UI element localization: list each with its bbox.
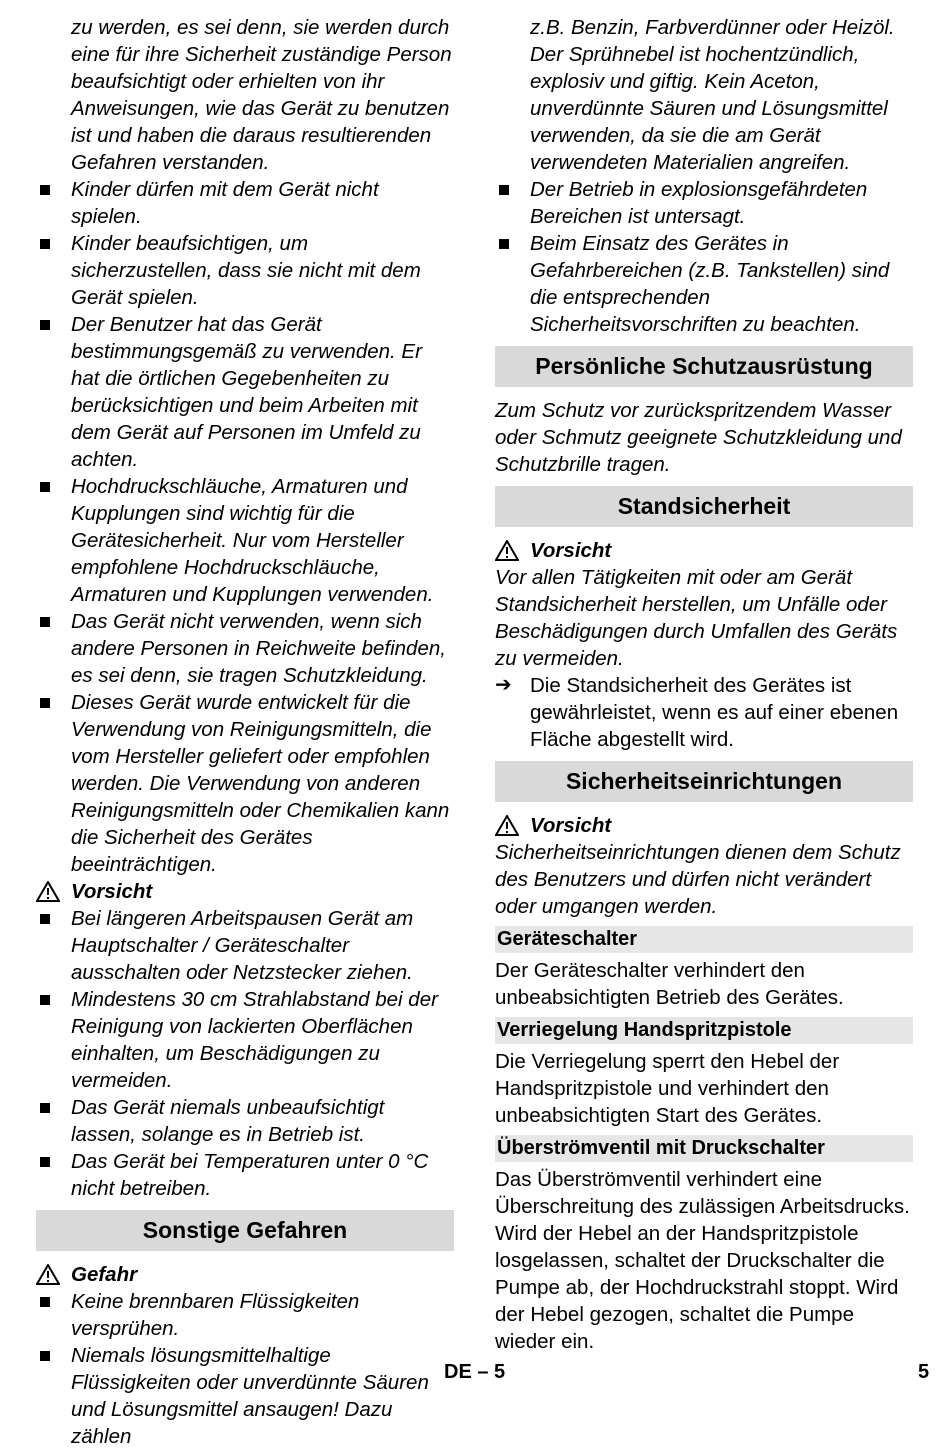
result-item: ➔ Die Standsicherheit des Gerätes ist gewährleistet, wenn es auf einer ebenen Fläche abgestellt wird. xyxy=(495,674,899,751)
bullet-icon xyxy=(40,995,50,1005)
section-heading-stability: Standsicherheit xyxy=(495,486,913,527)
list-item: Kinder dürfen mit dem Gerät nicht spielen. xyxy=(36,176,454,230)
intro-paragraph: z.B. Benzin, Farbverdünner oder Heizöl. Der Sprühnebel ist hochentzündlich, explosiv und giftig. Kein Aceton, unverdünnte Säuren und Lösungsmittel verwenden, da sie die am Gerät verwendeten Materialien angreifen. xyxy=(530,16,895,174)
list-item: Das Gerät niemals unbeaufsichtigt lassen, solange es in Betrieb ist. xyxy=(36,1094,454,1148)
bullet-icon xyxy=(40,185,50,195)
list-item: Das Gerät nicht verwenden, wenn sich andere Personen in Reichweite befinden, es sei denn, sie tragen Schutzkleidung. xyxy=(36,608,454,689)
right-column xyxy=(495,14,913,1355)
section-heading-other-hazards: Sonstige Gefahren xyxy=(36,1210,454,1251)
trigger-lock-paragraph: Die Verriegelung sperrt den Hebel der Handspritzpistole und verhindert den unbeabsichtigten Start des Gerätes. xyxy=(495,1050,840,1127)
left-column xyxy=(36,14,454,1450)
list-item: Beim Einsatz des Gerätes in Gefahrbereichen (z.B. Tankstellen) sind die entsprechenden Sicherheitsvorschriften zu beachten. xyxy=(495,230,913,338)
subheading-overflow-valve: Überströmventil mit Druckschalter xyxy=(495,1135,913,1162)
list-item: Der Betrieb in explosionsgefährdeten Bereichen ist untersagt. xyxy=(495,176,913,230)
bullet-icon xyxy=(40,482,50,492)
warning-label: Vorsicht xyxy=(495,812,913,839)
bullet-icon xyxy=(40,1103,50,1113)
bullet-icon xyxy=(40,239,50,249)
warning-triangle-icon xyxy=(495,540,519,561)
bullet-icon xyxy=(40,698,50,708)
page-number: 5 xyxy=(918,1361,930,1383)
list-item: Dieses Gerät wurde entwickelt für die Verwendung von Reinigungsmitteln, die vom Hersteller geliefert oder empfohlen werden. Die Verwendung von anderen Reinigungsmitteln oder Chemikalien kann die Sicherheit des Gerätes beeinträchtigen. xyxy=(36,689,454,878)
subheading-device-switch: Geräteschalter xyxy=(495,926,913,953)
list-item: Das Gerät bei Temperaturen unter 0 °C nicht betreiben. xyxy=(36,1148,454,1202)
list-item: Niemals lösungsmittelhaltige Flüssigkeiten oder unverdünnte Säuren und Lösungsmittel ansaugen! Dazu zählen xyxy=(36,1342,454,1450)
warning-triangle-icon xyxy=(36,1264,60,1285)
list-item: Hochdruckschläuche, Armaturen und Kupplungen sind wichtig für die Gerätesicherheit. Nur vom Hersteller empfohlene Hochdruckschläuche, Armaturen und Kupplungen verwenden. xyxy=(36,473,454,608)
danger-label: Gefahr xyxy=(36,1261,454,1288)
list-item: Mindestens 30 cm Strahlabstand bei der Reinigung von lackierten Oberflächen einhalten, um Beschädigungen zu vermeiden. xyxy=(36,986,454,1094)
bullet-icon xyxy=(40,617,50,627)
ppe-paragraph: Zum Schutz vor zurückspritzendem Wasser oder Schmutz geeignete Schutzkleidung und Schutzbrille tragen. xyxy=(495,399,902,476)
bullet-icon xyxy=(40,914,50,924)
stability-paragraph: Vor allen Tätigkeiten mit oder am Gerät Standsicherheit herstellen, um Unfälle oder Beschädigungen durch Umfallen des Geräts zu vermeiden. xyxy=(495,566,898,670)
bullet-icon xyxy=(499,185,509,195)
list-item: Kinder beaufsichtigen, um sicherzustellen, dass sie nicht mit dem Gerät spielen. xyxy=(36,230,454,311)
bullet-icon xyxy=(40,320,50,330)
warning-label: Vorsicht xyxy=(495,537,913,564)
warning-triangle-icon xyxy=(36,881,60,902)
arrow-right-icon: ➔ xyxy=(495,674,512,696)
bullet-icon xyxy=(499,239,509,249)
bullet-icon xyxy=(40,1297,50,1307)
intro-paragraph: zu werden, es sei denn, sie werden durch eine für ihre Sicherheit zuständige Person beaufsichtigt oder erhielten von ihr Anweisungen, wie das Gerät zu benutzen ist und haben die daraus resultierenden Gefahren verstanden. xyxy=(71,16,452,174)
bullet-icon xyxy=(40,1351,50,1361)
list-item: Der Benutzer hat das Gerät bestimmungsgemäß zu verwenden. Er hat die örtlichen Gegebenheiten zu berücksichtigen und beim Arbeiten mit dem Gerät auf Personen im Umfeld zu achten. xyxy=(36,311,454,473)
list-item: Bei längeren Arbeitspausen Gerät am Hauptschalter / Geräteschalter ausschalten oder Netzstecker ziehen. xyxy=(36,905,454,986)
bullet-icon xyxy=(40,1157,50,1167)
safety-paragraph: Sicherheitseinrichtungen dienen dem Schutz des Benutzers und dürfen nicht verändert oder umgangen werden. xyxy=(495,841,901,918)
warning-label: Vorsicht xyxy=(36,878,454,905)
section-heading-ppe: Persönliche Schutzausrüstung xyxy=(495,346,913,387)
device-switch-paragraph: Der Geräteschalter verhindert den unbeabsichtigten Betrieb des Gerätes. xyxy=(495,959,844,1009)
section-heading-safety-devices: Sicherheitseinrichtungen xyxy=(495,761,913,802)
warning-triangle-icon xyxy=(495,815,519,836)
page-footer-label: DE – 5 xyxy=(444,1361,506,1383)
subheading-trigger-lock: Verriegelung Handspritzpistole xyxy=(495,1017,913,1044)
overflow-valve-paragraph: Das Überströmventil verhindert eine Überschreitung des zulässigen Arbeitsdrucks. Wird der Hebel an der Handspritzpistole losgelassen, schaltet der Druckschalter die Pumpe ab, der Hochdruckstrahl stoppt. Wird der Hebel gezogen, schaltet die Pumpe wieder ein. xyxy=(495,1168,910,1353)
list-item: Keine brennbaren Flüssigkeiten versprühen. xyxy=(36,1288,454,1342)
